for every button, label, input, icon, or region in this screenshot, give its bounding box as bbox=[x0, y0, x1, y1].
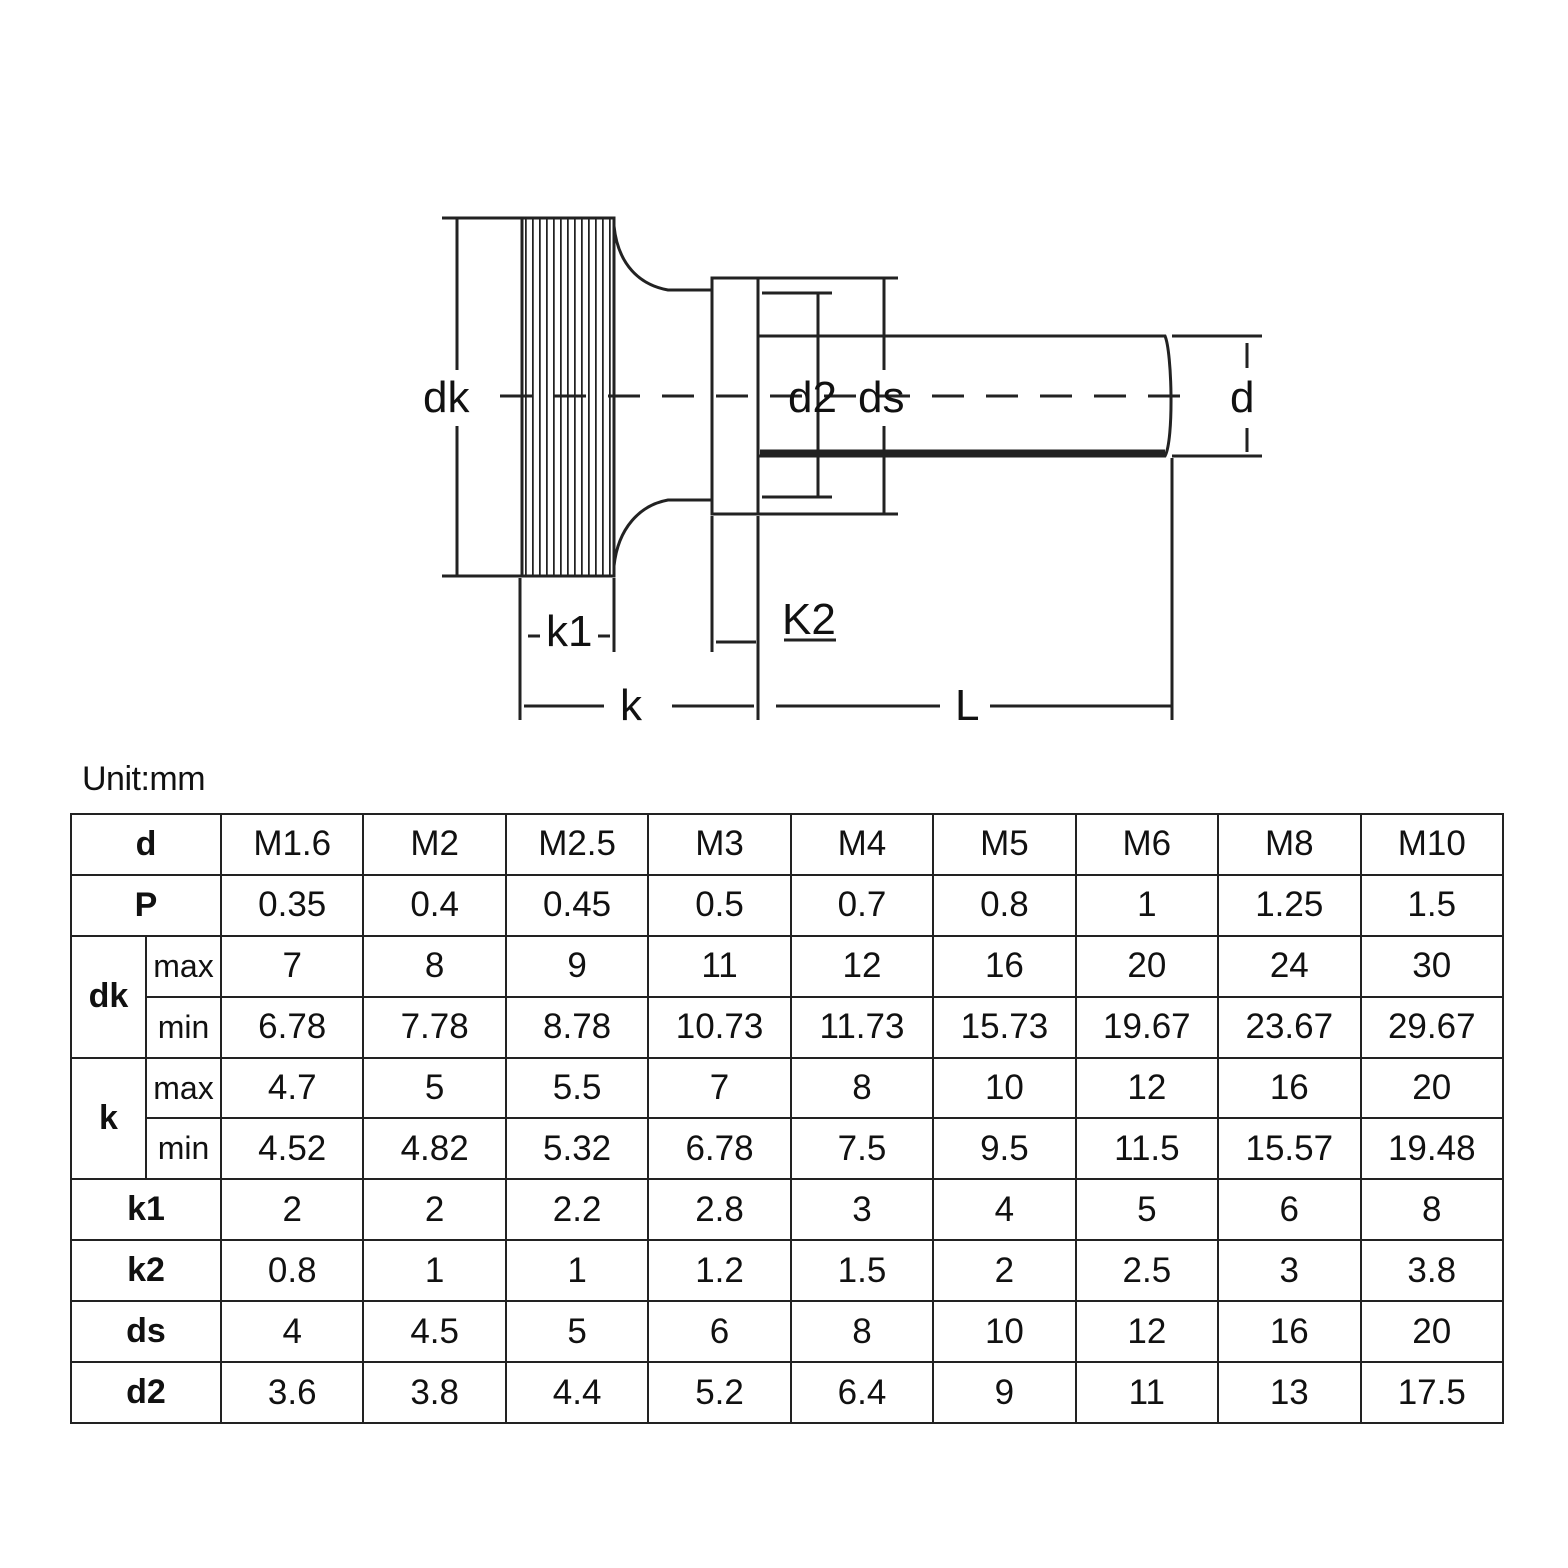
table-row-k2 bbox=[71, 1240, 1503, 1301]
table-cell: 7 bbox=[221, 936, 363, 997]
table-cell: 4.82 bbox=[363, 1118, 505, 1179]
size-header-cell: M10 bbox=[1361, 814, 1504, 875]
table-cell: 1.25 bbox=[1218, 875, 1360, 936]
table-cell: 8 bbox=[363, 936, 505, 997]
sub-label-min: min bbox=[146, 997, 221, 1058]
table-cell: 29.67 bbox=[1361, 997, 1504, 1058]
table-cell: 9 bbox=[506, 936, 648, 997]
table-cell: 30 bbox=[1361, 936, 1504, 997]
table-cell: 6.4 bbox=[791, 1362, 933, 1423]
table-cell: 20 bbox=[1361, 1301, 1504, 1362]
size-header-cell: M2 bbox=[363, 814, 505, 875]
row-label-k: k bbox=[71, 1058, 146, 1180]
table-cell: 12 bbox=[1076, 1301, 1218, 1362]
table-cell: 1 bbox=[363, 1240, 505, 1301]
table-cell: 12 bbox=[1076, 1058, 1218, 1119]
table-cell: 1.5 bbox=[791, 1240, 933, 1301]
table-cell: 5.32 bbox=[506, 1118, 648, 1179]
table-cell: 6.78 bbox=[221, 997, 363, 1058]
table-cell: 8 bbox=[791, 1301, 933, 1362]
sub-label-max: max bbox=[146, 936, 221, 997]
table-cell: 11.5 bbox=[1076, 1118, 1218, 1179]
table-cell: 5 bbox=[363, 1058, 505, 1119]
size-header-cell: M4 bbox=[791, 814, 933, 875]
table-cell: 24 bbox=[1218, 936, 1360, 997]
table-cell: 6 bbox=[1218, 1179, 1360, 1240]
table-cell: 5 bbox=[506, 1301, 648, 1362]
table-row-dk-min bbox=[71, 997, 1503, 1058]
label-k: k bbox=[620, 681, 642, 730]
table-cell: 8.78 bbox=[506, 997, 648, 1058]
table-cell: 7 bbox=[648, 1058, 790, 1119]
table-cell: 1 bbox=[1076, 875, 1218, 936]
table-cell: 0.45 bbox=[506, 875, 648, 936]
size-header-cell: M2.5 bbox=[506, 814, 648, 875]
label-L: L bbox=[955, 681, 980, 730]
sub-label-min: min bbox=[146, 1118, 221, 1179]
table-cell: 10 bbox=[933, 1301, 1075, 1362]
table-cell: 1 bbox=[506, 1240, 648, 1301]
table-cell: 0.8 bbox=[221, 1240, 363, 1301]
table-cell: 20 bbox=[1076, 936, 1218, 997]
table-row-d2 bbox=[71, 1362, 1503, 1423]
table-cell: 10 bbox=[933, 1058, 1075, 1119]
thumb-screw-drawing bbox=[0, 0, 1568, 760]
row-label-ds: ds bbox=[71, 1301, 221, 1362]
table-cell: 16 bbox=[1218, 1301, 1360, 1362]
table-cell: 0.5 bbox=[648, 875, 790, 936]
table-cell: 19.48 bbox=[1361, 1118, 1504, 1179]
table-cell: 4.4 bbox=[506, 1362, 648, 1423]
label-ds: ds bbox=[858, 373, 905, 422]
table-cell: 4.5 bbox=[363, 1301, 505, 1362]
table-cell: 19.67 bbox=[1076, 997, 1218, 1058]
size-header-cell: M1.6 bbox=[221, 814, 363, 875]
table-cell: 23.67 bbox=[1218, 997, 1360, 1058]
table-cell: 0.7 bbox=[791, 875, 933, 936]
table-cell: 7.5 bbox=[791, 1118, 933, 1179]
size-header-cell: M3 bbox=[648, 814, 790, 875]
table-cell: 8 bbox=[1361, 1179, 1504, 1240]
table-row-p bbox=[71, 875, 1503, 936]
spec-table bbox=[70, 813, 1504, 1424]
table-cell: 1.2 bbox=[648, 1240, 790, 1301]
table-cell: 2.8 bbox=[648, 1179, 790, 1240]
table-cell: 15.57 bbox=[1218, 1118, 1360, 1179]
label-d: d bbox=[1230, 373, 1255, 422]
table-cell: 7.78 bbox=[363, 997, 505, 1058]
table-cell: 11 bbox=[648, 936, 790, 997]
table-cell: 5.2 bbox=[648, 1362, 790, 1423]
table-cell: 0.8 bbox=[933, 875, 1075, 936]
unit-label: Unit:mm bbox=[82, 760, 206, 798]
table-cell: 3.8 bbox=[363, 1362, 505, 1423]
row-label-d: d bbox=[71, 814, 221, 875]
table-cell: 0.35 bbox=[221, 875, 363, 936]
table-cell: 10.73 bbox=[648, 997, 790, 1058]
table-cell: 16 bbox=[1218, 1058, 1360, 1119]
table-cell: 0.4 bbox=[363, 875, 505, 936]
label-dk: dk bbox=[423, 373, 470, 422]
table-cell: 9 bbox=[933, 1362, 1075, 1423]
table-cell: 4 bbox=[933, 1179, 1075, 1240]
table-cell: 3 bbox=[1218, 1240, 1360, 1301]
table-cell: 5 bbox=[1076, 1179, 1218, 1240]
row-label-d2: d2 bbox=[71, 1362, 221, 1423]
size-header-cell: M8 bbox=[1218, 814, 1360, 875]
table-cell: 3 bbox=[791, 1179, 933, 1240]
table-cell: 2.2 bbox=[506, 1179, 648, 1240]
table-row-dk-max bbox=[71, 936, 1503, 997]
table-row-d bbox=[71, 814, 1503, 875]
table-cell: 2.5 bbox=[1076, 1240, 1218, 1301]
table-cell: 11 bbox=[1076, 1362, 1218, 1423]
label-d2: d2 bbox=[788, 373, 837, 422]
row-label-p: P bbox=[71, 875, 221, 936]
table-cell: 17.5 bbox=[1361, 1362, 1504, 1423]
table-cell: 6 bbox=[648, 1301, 790, 1362]
table-cell: 12 bbox=[791, 936, 933, 997]
table-cell: 8 bbox=[791, 1058, 933, 1119]
table-cell: 9.5 bbox=[933, 1118, 1075, 1179]
table-cell: 4.7 bbox=[221, 1058, 363, 1119]
table-row-ds bbox=[71, 1301, 1503, 1362]
table-row-k-max bbox=[71, 1058, 1503, 1119]
table-cell: 4.52 bbox=[221, 1118, 363, 1179]
table-cell: 2 bbox=[221, 1179, 363, 1240]
table-cell: 13 bbox=[1218, 1362, 1360, 1423]
label-k1: k1 bbox=[546, 607, 593, 656]
row-label-k1: k1 bbox=[71, 1179, 221, 1240]
table-cell: 20 bbox=[1361, 1058, 1504, 1119]
neck-upper bbox=[614, 226, 712, 290]
table-row-k1 bbox=[71, 1179, 1503, 1240]
table-cell: 16 bbox=[933, 936, 1075, 997]
table-cell: 6.78 bbox=[648, 1118, 790, 1179]
table-cell: 11.73 bbox=[791, 997, 933, 1058]
row-label-k2: k2 bbox=[71, 1240, 221, 1301]
table-cell: 5.5 bbox=[506, 1058, 648, 1119]
table-cell: 2 bbox=[363, 1179, 505, 1240]
table-cell: 3.8 bbox=[1361, 1240, 1504, 1301]
table-cell: 3.6 bbox=[221, 1362, 363, 1423]
sub-label-max: max bbox=[146, 1058, 221, 1119]
table-cell: 1.5 bbox=[1361, 875, 1504, 936]
size-header-cell: M6 bbox=[1076, 814, 1218, 875]
table-cell: 15.73 bbox=[933, 997, 1075, 1058]
table-cell: 4 bbox=[221, 1301, 363, 1362]
table-row-k-min bbox=[71, 1118, 1503, 1179]
table-cell: 2 bbox=[933, 1240, 1075, 1301]
row-label-dk: dk bbox=[71, 936, 146, 1058]
neck-lower bbox=[614, 500, 712, 566]
size-header-cell: M5 bbox=[933, 814, 1075, 875]
label-K2: K2 bbox=[782, 595, 836, 644]
